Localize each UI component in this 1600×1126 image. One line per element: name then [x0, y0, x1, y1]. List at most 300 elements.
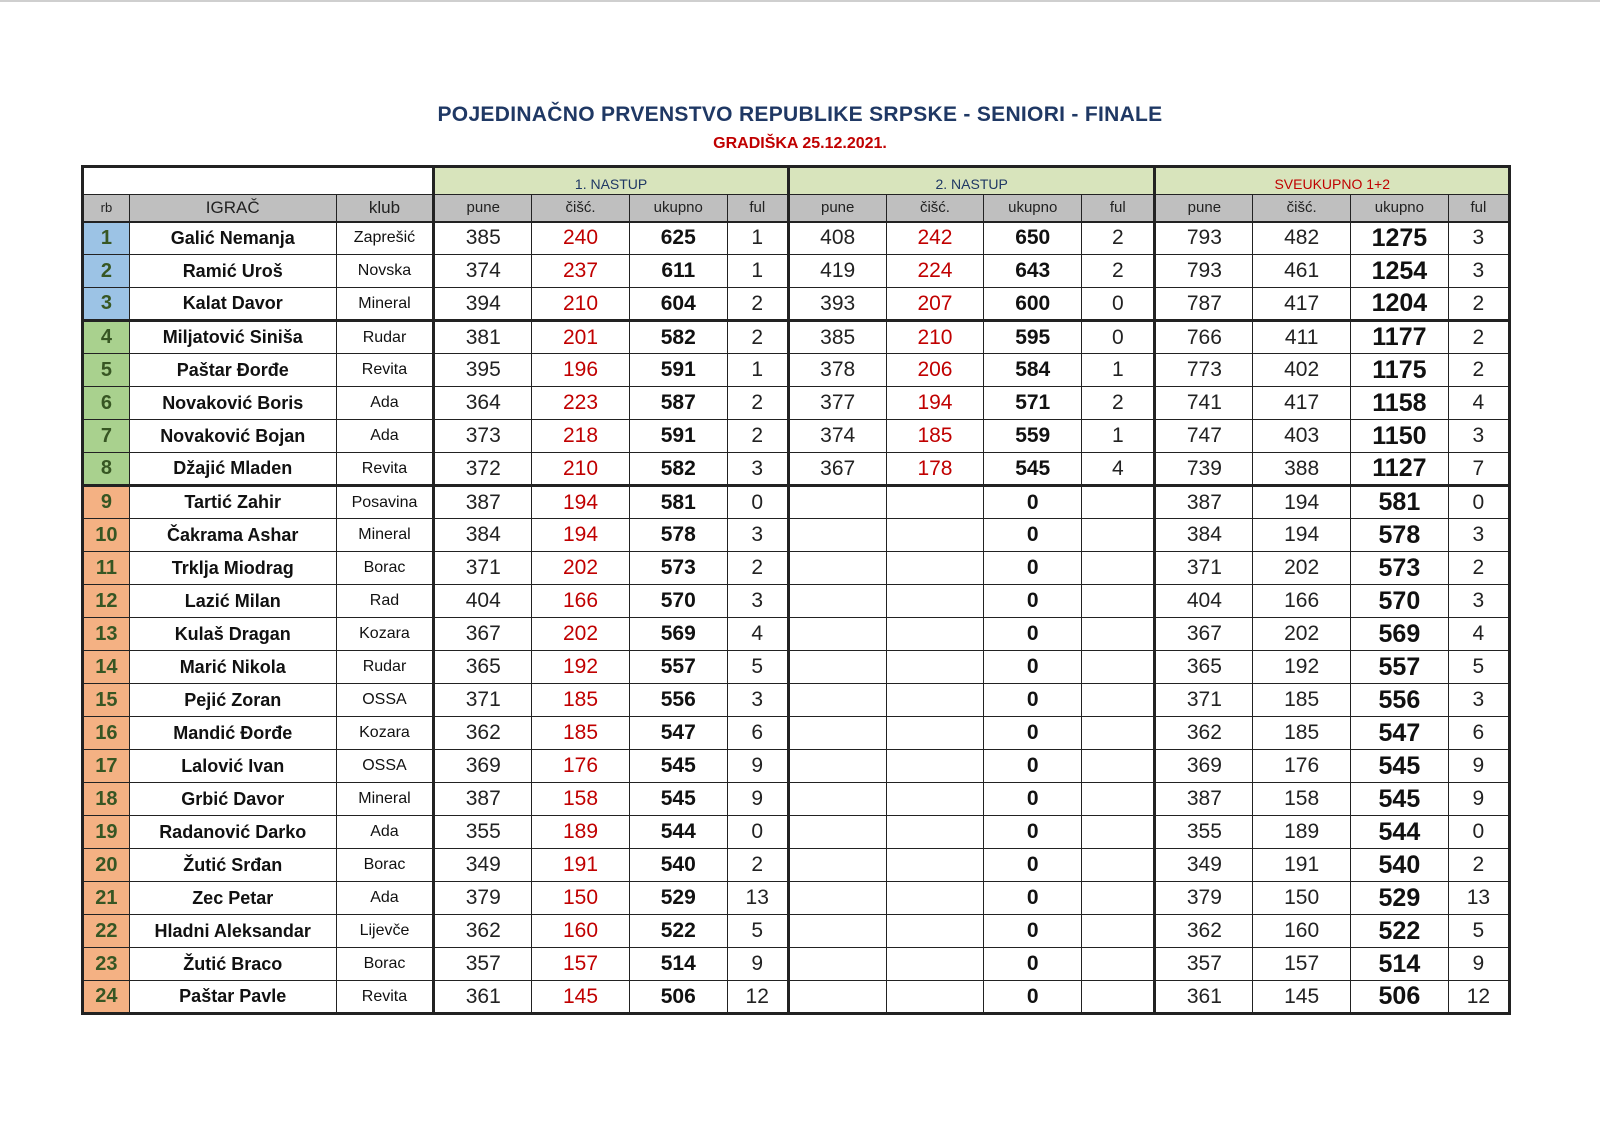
n1-cisc-cell: 160: [532, 915, 630, 948]
n1-pune-cell: 357: [434, 948, 532, 981]
n2-pune-cell: [788, 981, 886, 1014]
club-name: Borac: [336, 948, 434, 981]
rank-cell: 14: [83, 651, 130, 684]
tot-pune-cell: 404: [1155, 585, 1253, 618]
tot-ful-cell: 9: [1448, 750, 1509, 783]
tot-ful-cell: 5: [1448, 915, 1509, 948]
table-row: [83, 387, 1510, 420]
n2-pune-cell: [788, 552, 886, 585]
player-name: Kulaš Dragan: [129, 618, 336, 651]
table-row: [83, 750, 1510, 783]
n1-ukupno-cell: 540: [629, 849, 727, 882]
tot-ukupno-cell: 573: [1351, 552, 1449, 585]
tot-pune-cell: 365: [1155, 651, 1253, 684]
table-row: [83, 849, 1510, 882]
player-name: Miljatović Siniša: [129, 321, 336, 354]
n2-cisc-cell: [886, 750, 984, 783]
tot-pune-cell: 747: [1155, 420, 1253, 453]
rank-cell: 6: [83, 387, 130, 420]
n1-ful-cell: 9: [727, 948, 788, 981]
n2-cisc-cell: [886, 882, 984, 915]
column-header-klub: klub: [336, 195, 434, 222]
tot-cisc-cell: 157: [1253, 948, 1351, 981]
n1-ful-cell: 12: [727, 981, 788, 1014]
player-name: Žutić Srđan: [129, 849, 336, 882]
player-name: Čakrama Ashar: [129, 519, 336, 552]
tot-ful-cell: 3: [1448, 585, 1509, 618]
n1-pune-cell: 371: [434, 552, 532, 585]
rank-cell: 22: [83, 915, 130, 948]
n1-pune-cell: 384: [434, 519, 532, 552]
n1-ukupno-cell: 569: [629, 618, 727, 651]
player-name: Paštar Pavle: [129, 981, 336, 1014]
n2-ukupno-cell: 0: [984, 552, 1082, 585]
tot-cisc-cell: 388: [1253, 453, 1351, 486]
n2-pune-cell: [788, 519, 886, 552]
n1-pune-cell: 362: [434, 717, 532, 750]
n1-ukupno-cell: 522: [629, 915, 727, 948]
tot-ukupno-cell: 540: [1351, 849, 1449, 882]
tot-ukupno-cell: 1150: [1351, 420, 1449, 453]
n1-ful-cell: 9: [727, 750, 788, 783]
tot-pune-cell: 379: [1155, 882, 1253, 915]
n1-pune-cell: 372: [434, 453, 532, 486]
n1-ukupno-cell: 587: [629, 387, 727, 420]
n2-ful-cell: [1082, 552, 1155, 585]
n1-ukupno-cell: 604: [629, 288, 727, 321]
tot-ful-cell: 3: [1448, 684, 1509, 717]
n2-cisc-cell: [886, 519, 984, 552]
player-name: Lalović Ivan: [129, 750, 336, 783]
tot-cisc-cell: 158: [1253, 783, 1351, 816]
n1-ful-cell: 2: [727, 387, 788, 420]
rank-cell: 10: [83, 519, 130, 552]
n2-ukupno-cell: 0: [984, 849, 1082, 882]
club-name: Mineral: [336, 519, 434, 552]
tot-ful-cell: 9: [1448, 948, 1509, 981]
tot-cisc-cell: 202: [1253, 552, 1351, 585]
table-row: [83, 222, 1510, 255]
n1-ukupno-cell: 582: [629, 453, 727, 486]
n2-ful-cell: [1082, 750, 1155, 783]
n1-ful-cell: 5: [727, 651, 788, 684]
table-row: [83, 354, 1510, 387]
n2-pune-cell: [788, 915, 886, 948]
tot-pune-cell: 357: [1155, 948, 1253, 981]
table-row: [83, 453, 1510, 486]
n2-pune-cell: [788, 948, 886, 981]
rank-cell: 16: [83, 717, 130, 750]
n2-ful-cell: [1082, 519, 1155, 552]
tot-ukupno-cell: 544: [1351, 816, 1449, 849]
column-header-ful: ful: [1082, 195, 1155, 222]
n1-ful-cell: 4: [727, 618, 788, 651]
n1-ful-cell: 2: [727, 288, 788, 321]
group-header-nastup2: 2. NASTUP: [788, 167, 1155, 195]
club-name: Ada: [336, 882, 434, 915]
n1-pune-cell: 379: [434, 882, 532, 915]
n1-cisc-cell: 240: [532, 222, 630, 255]
player-name: Zec Petar: [129, 882, 336, 915]
n2-ukupno-cell: 643: [984, 255, 1082, 288]
column-header-pune: pune: [788, 195, 886, 222]
tot-ukupno-cell: 1127: [1351, 453, 1449, 486]
n1-pune-cell: 361: [434, 981, 532, 1014]
tot-cisc-cell: 461: [1253, 255, 1351, 288]
n2-cisc-cell: [886, 915, 984, 948]
n1-ukupno-cell: 591: [629, 354, 727, 387]
club-name: Lijevče: [336, 915, 434, 948]
club-name: Borac: [336, 552, 434, 585]
n2-ukupno-cell: 0: [984, 915, 1082, 948]
n2-pune-cell: 367: [788, 453, 886, 486]
column-header-ukupno: ukupno: [984, 195, 1082, 222]
table-row: [83, 420, 1510, 453]
rank-cell: 24: [83, 981, 130, 1014]
n1-pune-cell: 387: [434, 783, 532, 816]
column-header-row: [83, 195, 1510, 222]
n2-cisc-cell: 210: [886, 321, 984, 354]
tot-ukupno-cell: 1254: [1351, 255, 1449, 288]
tot-pune-cell: 384: [1155, 519, 1253, 552]
n2-ful-cell: [1082, 849, 1155, 882]
n2-cisc-cell: [886, 783, 984, 816]
n1-cisc-cell: 202: [532, 552, 630, 585]
n2-cisc-cell: 194: [886, 387, 984, 420]
n2-ful-cell: 1: [1082, 420, 1155, 453]
tot-cisc-cell: 191: [1253, 849, 1351, 882]
n1-ukupno-cell: 556: [629, 684, 727, 717]
tot-cisc-cell: 176: [1253, 750, 1351, 783]
tot-pune-cell: 787: [1155, 288, 1253, 321]
n2-cisc-cell: 185: [886, 420, 984, 453]
player-name: Galić Nemanja: [129, 222, 336, 255]
table-row: [83, 717, 1510, 750]
player-name: Žutić Braco: [129, 948, 336, 981]
column-header-cisc: čišć.: [532, 195, 630, 222]
column-header-cisc: čišć.: [886, 195, 984, 222]
n2-ukupno-cell: 0: [984, 684, 1082, 717]
n2-pune-cell: 419: [788, 255, 886, 288]
tot-pune-cell: 349: [1155, 849, 1253, 882]
tot-cisc-cell: 145: [1253, 981, 1351, 1014]
n1-cisc-cell: 210: [532, 288, 630, 321]
rank-cell: 7: [83, 420, 130, 453]
n2-ukupno-cell: 0: [984, 981, 1082, 1014]
n1-pune-cell: 374: [434, 255, 532, 288]
table-row: [83, 816, 1510, 849]
club-name: Revita: [336, 981, 434, 1014]
n2-ful-cell: [1082, 684, 1155, 717]
n1-pune-cell: 369: [434, 750, 532, 783]
n2-cisc-cell: [886, 486, 984, 519]
n2-cisc-cell: [886, 618, 984, 651]
n2-pune-cell: 408: [788, 222, 886, 255]
n1-ukupno-cell: 570: [629, 585, 727, 618]
club-name: Zaprešić: [336, 222, 434, 255]
n2-pune-cell: [788, 882, 886, 915]
tot-ful-cell: 2: [1448, 552, 1509, 585]
tot-pune-cell: 367: [1155, 618, 1253, 651]
results-table: [81, 165, 1511, 1015]
group-header-nastup1: 1. NASTUP: [434, 167, 788, 195]
table-row: [83, 915, 1510, 948]
tot-cisc-cell: 482: [1253, 222, 1351, 255]
rank-cell: 5: [83, 354, 130, 387]
n1-ful-cell: 2: [727, 849, 788, 882]
n1-cisc-cell: 192: [532, 651, 630, 684]
tot-pune-cell: 766: [1155, 321, 1253, 354]
tot-ful-cell: 3: [1448, 255, 1509, 288]
n2-cisc-cell: [886, 948, 984, 981]
n1-ful-cell: 13: [727, 882, 788, 915]
n2-ful-cell: [1082, 981, 1155, 1014]
tot-pune-cell: 773: [1155, 354, 1253, 387]
club-name: Revita: [336, 354, 434, 387]
page-title: POJEDINAČNO PRVENSTVO REPUBLIKE SRPSKE - SENIORI - FINALE: [437, 103, 1163, 126]
n1-pune-cell: 371: [434, 684, 532, 717]
top-border-line: [0, 0, 1600, 2]
n1-pune-cell: 355: [434, 816, 532, 849]
n2-ful-cell: [1082, 882, 1155, 915]
club-name: Ada: [336, 816, 434, 849]
n2-ukupno-cell: 650: [984, 222, 1082, 255]
player-name: Lazić Milan: [129, 585, 336, 618]
n1-cisc-cell: 210: [532, 453, 630, 486]
tot-ukupno-cell: 547: [1351, 717, 1449, 750]
n1-ful-cell: 2: [727, 321, 788, 354]
player-name: Paštar Đorđe: [129, 354, 336, 387]
tot-pune-cell: 387: [1155, 783, 1253, 816]
n2-ful-cell: [1082, 717, 1155, 750]
n1-pune-cell: 365: [434, 651, 532, 684]
tot-cisc-cell: 417: [1253, 387, 1351, 420]
tot-ful-cell: 3: [1448, 519, 1509, 552]
rank-cell: 23: [83, 948, 130, 981]
club-name: Borac: [336, 849, 434, 882]
n1-ukupno-cell: 514: [629, 948, 727, 981]
n2-pune-cell: 374: [788, 420, 886, 453]
n1-cisc-cell: 194: [532, 519, 630, 552]
club-name: Rudar: [336, 321, 434, 354]
n2-ukupno-cell: 600: [984, 288, 1082, 321]
tot-ukupno-cell: 545: [1351, 750, 1449, 783]
player-name: Trklja Miodrag: [129, 552, 336, 585]
club-name: Revita: [336, 453, 434, 486]
tot-pune-cell: 362: [1155, 915, 1253, 948]
n2-ful-cell: 2: [1082, 255, 1155, 288]
tot-cisc-cell: 403: [1253, 420, 1351, 453]
n2-pune-cell: 385: [788, 321, 886, 354]
table-row: [83, 948, 1510, 981]
n1-ukupno-cell: 545: [629, 750, 727, 783]
n2-cisc-cell: 206: [886, 354, 984, 387]
club-name: Rudar: [336, 651, 434, 684]
n1-ukupno-cell: 557: [629, 651, 727, 684]
n1-cisc-cell: 223: [532, 387, 630, 420]
table-row: [83, 519, 1510, 552]
n1-pune-cell: 362: [434, 915, 532, 948]
n1-pune-cell: 395: [434, 354, 532, 387]
tot-ful-cell: 2: [1448, 288, 1509, 321]
tot-ukupno-cell: 545: [1351, 783, 1449, 816]
n2-ful-cell: 2: [1082, 387, 1155, 420]
group-header-blank: [83, 167, 434, 195]
n2-cisc-cell: [886, 651, 984, 684]
rank-cell: 15: [83, 684, 130, 717]
n1-ukupno-cell: 545: [629, 783, 727, 816]
n2-pune-cell: [788, 618, 886, 651]
n2-ful-cell: [1082, 816, 1155, 849]
n1-ukupno-cell: 582: [629, 321, 727, 354]
column-header-igrac: IGRAČ: [129, 195, 336, 222]
n1-ukupno-cell: 611: [629, 255, 727, 288]
tot-cisc-cell: 192: [1253, 651, 1351, 684]
n1-cisc-cell: 191: [532, 849, 630, 882]
n2-cisc-cell: [886, 552, 984, 585]
club-name: Novska: [336, 255, 434, 288]
table-row: [83, 651, 1510, 684]
n2-cisc-cell: [886, 717, 984, 750]
n2-ful-cell: [1082, 618, 1155, 651]
table-row: [83, 783, 1510, 816]
n1-cisc-cell: 201: [532, 321, 630, 354]
rank-cell: 3: [83, 288, 130, 321]
n2-cisc-cell: 242: [886, 222, 984, 255]
group-header-total: SVEUKUPNO 1+2: [1155, 167, 1510, 195]
n2-ukupno-cell: 0: [984, 783, 1082, 816]
n1-ukupno-cell: 506: [629, 981, 727, 1014]
n2-ukupno-cell: 0: [984, 882, 1082, 915]
rank-cell: 2: [83, 255, 130, 288]
tot-cisc-cell: 194: [1253, 486, 1351, 519]
rank-cell: 8: [83, 453, 130, 486]
column-header-ful: ful: [1448, 195, 1509, 222]
n1-cisc-cell: 157: [532, 948, 630, 981]
table-row: [83, 321, 1510, 354]
table-row: [83, 684, 1510, 717]
n2-ukupno-cell: 559: [984, 420, 1082, 453]
player-name: Džajić Mladen: [129, 453, 336, 486]
n1-ful-cell: 3: [727, 585, 788, 618]
tot-cisc-cell: 402: [1253, 354, 1351, 387]
n2-ful-cell: [1082, 651, 1155, 684]
n1-cisc-cell: 150: [532, 882, 630, 915]
rank-cell: 19: [83, 816, 130, 849]
n1-pune-cell: 394: [434, 288, 532, 321]
n1-pune-cell: 364: [434, 387, 532, 420]
player-name: Ramić Uroš: [129, 255, 336, 288]
rank-cell: 9: [83, 486, 130, 519]
club-name: OSSA: [336, 750, 434, 783]
table-row: [83, 288, 1510, 321]
tot-ukupno-cell: 557: [1351, 651, 1449, 684]
n2-ukupno-cell: 0: [984, 486, 1082, 519]
tot-pune-cell: 362: [1155, 717, 1253, 750]
tot-ful-cell: 2: [1448, 849, 1509, 882]
n2-ukupno-cell: 584: [984, 354, 1082, 387]
tot-ukupno-cell: 522: [1351, 915, 1449, 948]
n1-pune-cell: 404: [434, 585, 532, 618]
n2-pune-cell: [788, 849, 886, 882]
n2-ful-cell: [1082, 585, 1155, 618]
n1-ful-cell: 9: [727, 783, 788, 816]
tot-ful-cell: 0: [1448, 486, 1509, 519]
n1-ful-cell: 3: [727, 684, 788, 717]
tot-cisc-cell: 417: [1253, 288, 1351, 321]
tot-cisc-cell: 185: [1253, 717, 1351, 750]
n1-ful-cell: 1: [727, 255, 788, 288]
tot-ukupno-cell: 1175: [1351, 354, 1449, 387]
n2-ukupno-cell: 595: [984, 321, 1082, 354]
n1-cisc-cell: 194: [532, 486, 630, 519]
n2-pune-cell: [788, 684, 886, 717]
n1-ukupno-cell: 544: [629, 816, 727, 849]
tot-ukupno-cell: 506: [1351, 981, 1449, 1014]
column-header-ukupno: ukupno: [1351, 195, 1449, 222]
tot-cisc-cell: 202: [1253, 618, 1351, 651]
n1-cisc-cell: 185: [532, 717, 630, 750]
rank-cell: 21: [83, 882, 130, 915]
table-row: [83, 981, 1510, 1014]
tot-ful-cell: 3: [1448, 420, 1509, 453]
n1-ful-cell: 3: [727, 453, 788, 486]
tot-ukupno-cell: 570: [1351, 585, 1449, 618]
n1-ukupno-cell: 625: [629, 222, 727, 255]
tot-ful-cell: 0: [1448, 816, 1509, 849]
tot-ful-cell: 4: [1448, 618, 1509, 651]
n2-ful-cell: [1082, 915, 1155, 948]
tot-ukupno-cell: 514: [1351, 948, 1449, 981]
n1-ful-cell: 6: [727, 717, 788, 750]
n2-pune-cell: [788, 750, 886, 783]
player-name: Mandić Đorđe: [129, 717, 336, 750]
n1-cisc-cell: 189: [532, 816, 630, 849]
n1-pune-cell: 349: [434, 849, 532, 882]
tot-ukupno-cell: 1158: [1351, 387, 1449, 420]
n1-ukupno-cell: 547: [629, 717, 727, 750]
n2-cisc-cell: [886, 981, 984, 1014]
n1-ukupno-cell: 529: [629, 882, 727, 915]
rank-cell: 20: [83, 849, 130, 882]
n2-ful-cell: [1082, 486, 1155, 519]
tot-ukupno-cell: 1204: [1351, 288, 1449, 321]
n2-cisc-cell: [886, 585, 984, 618]
player-name: Tartić Zahir: [129, 486, 336, 519]
club-name: Ada: [336, 420, 434, 453]
n2-pune-cell: [788, 816, 886, 849]
tot-pune-cell: 793: [1155, 255, 1253, 288]
n2-pune-cell: [788, 585, 886, 618]
n2-ukupno-cell: 0: [984, 750, 1082, 783]
club-name: Kozara: [336, 618, 434, 651]
n1-ukupno-cell: 591: [629, 420, 727, 453]
n1-cisc-cell: 176: [532, 750, 630, 783]
column-header-cisc: čišć.: [1253, 195, 1351, 222]
tot-ful-cell: 3: [1448, 222, 1509, 255]
column-header-ful: ful: [727, 195, 788, 222]
column-header-ukupno: ukupno: [629, 195, 727, 222]
tot-ukupno-cell: 581: [1351, 486, 1449, 519]
club-name: Rad: [336, 585, 434, 618]
n1-pune-cell: 387: [434, 486, 532, 519]
player-name: Hladni Aleksandar: [129, 915, 336, 948]
club-name: Kozara: [336, 717, 434, 750]
n2-cisc-cell: [886, 684, 984, 717]
tot-ful-cell: 6: [1448, 717, 1509, 750]
tot-cisc-cell: 160: [1253, 915, 1351, 948]
n2-cisc-cell: 207: [886, 288, 984, 321]
